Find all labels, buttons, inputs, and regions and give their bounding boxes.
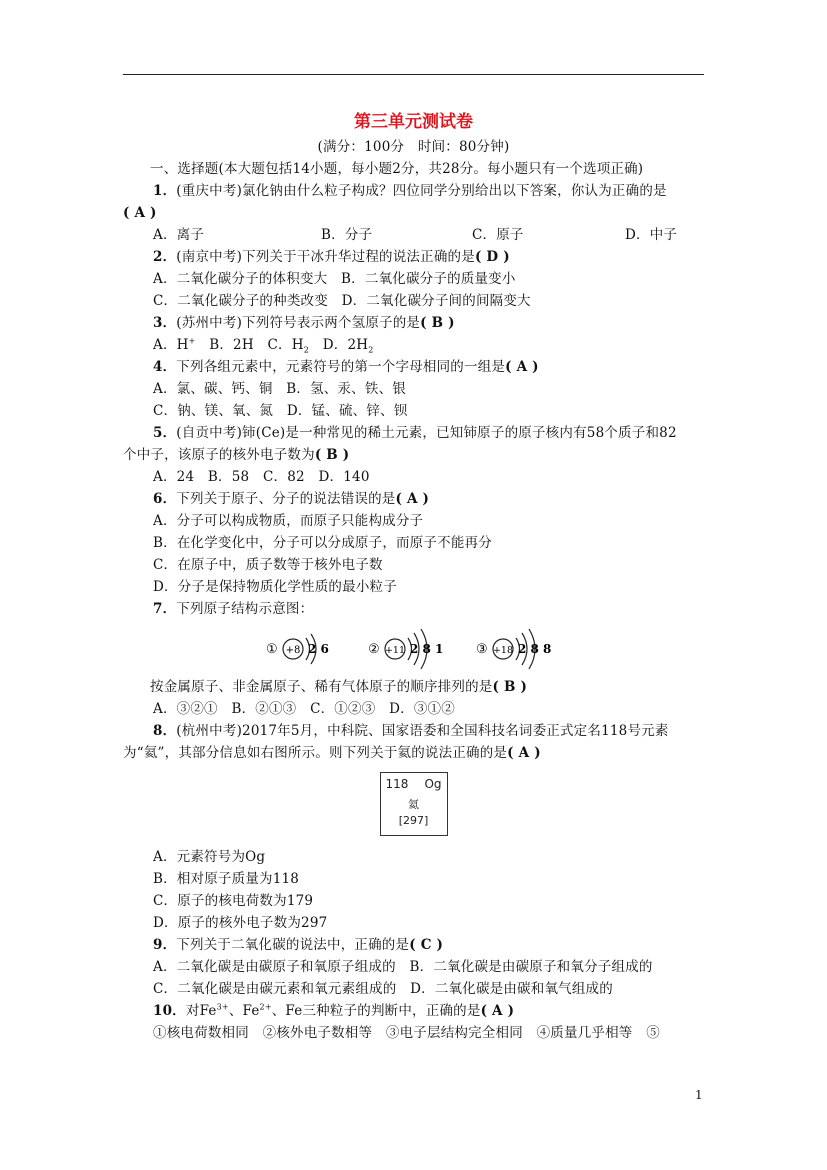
superscript: 2+	[259, 1002, 272, 1012]
section-heading: 一、选择题(本大题包括14小题，每小题2分，共28分。每小题只有一个选项正确)	[150, 161, 644, 177]
nucleus-charge: +8	[285, 645, 300, 656]
atom-structure-figure	[123, 620, 704, 676]
question-text: 的说法正确的是	[411, 745, 508, 761]
subscript: 2	[368, 345, 374, 355]
atom-diagram-3	[476, 629, 551, 669]
answer: ( A )	[480, 1003, 515, 1019]
answer: ( B )	[492, 679, 528, 695]
option-a: A．H	[153, 337, 189, 353]
question-number: 7．	[153, 601, 177, 617]
question-6	[123, 488, 704, 510]
option-line: B．在化学变化中，分子可以分成原子，而原子不能再分	[153, 535, 492, 551]
question-5-cont	[123, 444, 704, 466]
option-d: D．2H	[322, 337, 369, 353]
question-3	[123, 312, 704, 334]
diagram-label: ①	[265, 642, 278, 657]
option-b: B．分子	[321, 227, 373, 243]
option-b: B．2H	[209, 337, 254, 353]
question-text: 下列原子结构示意图：	[176, 601, 314, 617]
option-line: B．相对原子质量为118	[153, 871, 300, 887]
question-text: 、Fe	[228, 1003, 260, 1019]
question-text: (杭州中考)2017年5月，中科院、国家语委和全国科技名词委正式定名118号元素	[176, 723, 669, 739]
element-name: 氦	[143, 745, 158, 761]
question-text: (自贡中考)铈(Ce)是一种常见的稀土元素，已知铈原子的原子核内有58个质子和82	[176, 425, 677, 441]
option-c: C．原子	[472, 227, 524, 243]
option-line: A．二氧化碳分子的体积变大 B．二氧化碳分子的质量变小	[153, 271, 516, 287]
question-1-options	[123, 224, 704, 246]
question-text: 对Fe	[185, 1003, 217, 1019]
atom-diagrams	[264, 624, 564, 672]
element-name: 氦	[397, 745, 412, 761]
option-line: ①核电荷数相同 ②核外电子数相等 ③电子层结构完全相同 ④质量几乎相等 ⑤	[153, 1025, 660, 1041]
option-line: A．元素符号为Og	[153, 849, 266, 865]
answer: ( A )	[505, 359, 539, 375]
atom-diagram-2	[368, 629, 443, 669]
page-number: 1	[695, 1088, 703, 1102]
option-line: C．二氧化碳是由碳元素和氧元素组成的 D．二氧化碳是由碳和氧气组成的	[153, 981, 613, 997]
option-line: C．原子的核电荷数为179	[153, 893, 314, 909]
question-9	[123, 934, 704, 956]
subscript: 2	[303, 345, 310, 355]
electron-config: 2 6	[307, 642, 329, 656]
question-8	[123, 720, 704, 742]
question-number: 8．	[153, 723, 177, 739]
nucleus-charge: +18	[492, 645, 513, 656]
option-line: C．钠、镁、氧、氮 D．锰、硫、锌、钡	[153, 403, 408, 419]
atomic-mass: [297]	[398, 814, 429, 827]
question-4	[123, 356, 704, 378]
question-number: 6．	[153, 491, 177, 507]
electron-config: 2 8 1	[409, 642, 443, 656]
answer: ( A )	[123, 205, 157, 221]
question-7-cont	[123, 676, 704, 698]
header-rule	[123, 74, 704, 75]
option-line: A．分子可以构成物质，而原子只能构成分子	[153, 513, 424, 529]
question-5	[123, 422, 704, 444]
superscript: +	[188, 336, 196, 346]
option-line: A．③②① B．②①③ C．①②③ D．③①②	[153, 701, 455, 717]
question-text: 下列各组元素中，元素符号的第一个字母相同的一组是	[176, 359, 506, 375]
element-card-figure	[123, 766, 704, 842]
electron-config: 2 8 8	[517, 642, 551, 656]
atom-diagram-1	[266, 634, 329, 664]
question-number: 10．	[153, 1003, 186, 1019]
option-c: C．H	[267, 337, 304, 353]
exam-page	[123, 104, 704, 1044]
option-line: C．二氧化碳分子的种类改变 D．二氧化碳分子间的间隔变大	[153, 293, 531, 309]
question-7	[123, 598, 704, 620]
question-text: 为“	[123, 745, 144, 761]
option-a: A．离子	[153, 227, 205, 243]
option-line: C．在原子中，质子数等于核外电子数	[153, 557, 383, 573]
question-number: 1．	[153, 183, 177, 199]
question-1	[123, 180, 704, 202]
diagram-label: ②	[367, 642, 380, 657]
question-number: 5．	[153, 425, 177, 441]
question-text: 按金属原子、非金属原子、稀有气体原子的顺序排列的是	[150, 679, 493, 695]
question-text: ”，其部分信息如右图所示。则下列关于	[157, 745, 398, 761]
atomic-number: 118	[385, 777, 409, 791]
exam-subtitle: (满分：100分 时间：80分钟)	[317, 139, 510, 155]
option-line: D．原子的核外电子数为297	[153, 915, 328, 931]
question-number: 9．	[153, 937, 177, 953]
question-2	[123, 246, 704, 268]
answer: ( C )	[409, 937, 444, 953]
superscript: 3+	[216, 1002, 229, 1012]
question-text: (南京中考)下列关于干冰升华过程的说法正确的是	[176, 249, 475, 265]
question-3-options	[123, 334, 704, 356]
question-text: 、Fe三种粒子的判断中，正确的是	[271, 1003, 481, 1019]
page-title: 第三单元测试卷	[354, 112, 473, 132]
question-text: (重庆中考)氯化钠由什么粒子构成？四位同学分别给出以下答案，你认为正确的是	[176, 183, 667, 199]
question-number: 2．	[153, 249, 177, 265]
option-line: A．二氧化碳是由碳原子和氧原子组成的 B．二氧化碳是由碳原子和氧分子组成的	[153, 959, 653, 975]
answer: ( D )	[474, 249, 510, 265]
option-line: A．氯、碳、钙、铜 B．氢、汞、铁、银	[153, 381, 406, 397]
question-number: 4．	[153, 359, 177, 375]
question-text: 下列关于原子、分子的说法错误的是	[176, 491, 396, 507]
question-8-cont	[123, 742, 704, 764]
option-line: D．分子是保持物质化学性质的最小粒子	[153, 579, 397, 595]
question-text: 下列关于二氧化碳的说法中，正确的是	[176, 937, 410, 953]
element-symbol: Og	[424, 777, 442, 791]
option-d: D．中子	[625, 227, 678, 243]
element-card	[380, 772, 448, 836]
question-text: 个中子，该原子的核外电子数为	[123, 447, 315, 463]
question-text: (苏州中考)下列符号表示两个氢原子的是	[176, 315, 421, 331]
diagram-label: ③	[475, 642, 488, 657]
question-1-answer-line	[123, 202, 704, 224]
answer: ( A )	[507, 745, 541, 761]
nucleus-charge: +11	[384, 645, 405, 656]
question-number: 3．	[153, 315, 177, 331]
question-10	[123, 1000, 704, 1022]
answer: ( B )	[314, 447, 350, 463]
answer: ( B )	[420, 315, 455, 331]
answer: ( A )	[395, 491, 430, 507]
option-line: A．24 B．58 C．82 D．140	[153, 469, 370, 485]
element-name: 氦	[408, 798, 419, 811]
